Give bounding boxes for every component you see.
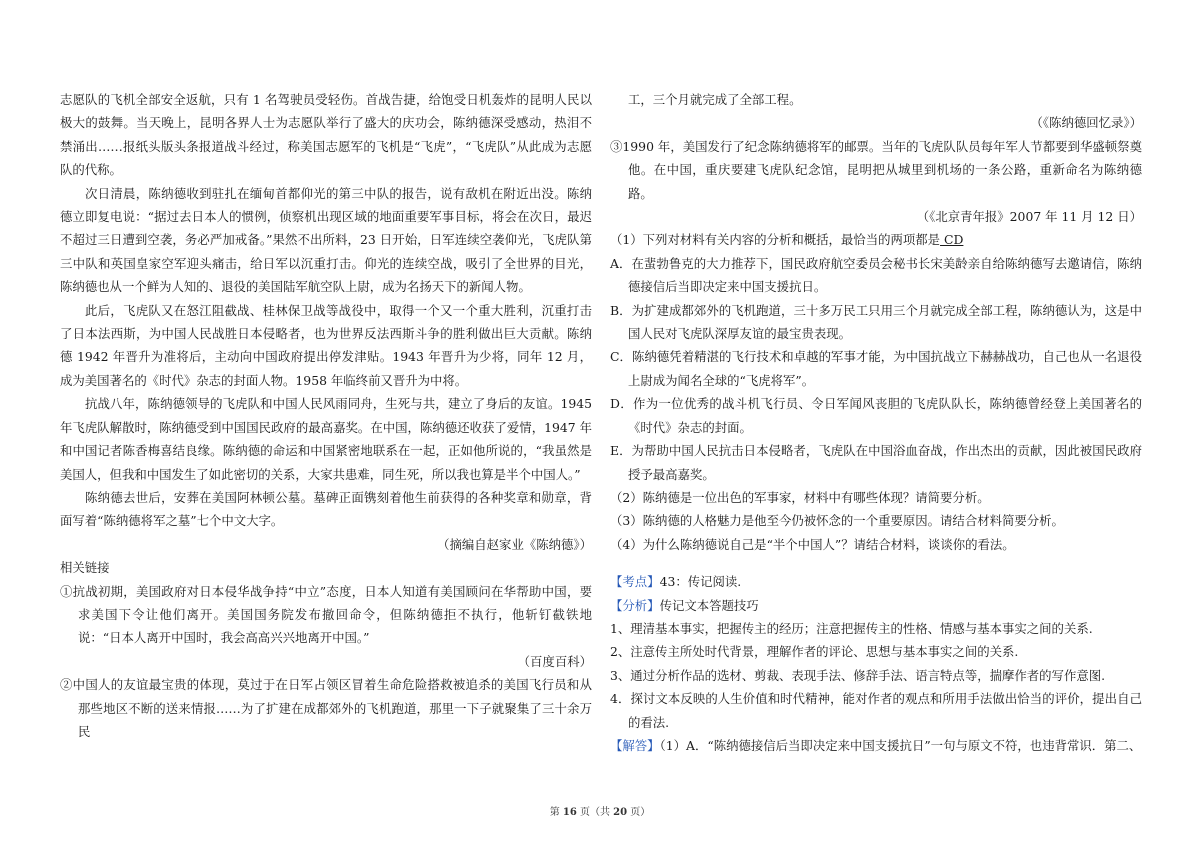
kaodian-text: 43：传记阅读. — [659, 574, 742, 590]
kaodian-tag: 【考点】 — [610, 574, 660, 590]
fenxi-tag: 【分析】 — [610, 597, 660, 613]
spacer — [610, 556, 1142, 570]
question-1-stem: （1）下列对材料有关内容的分析和概括，最恰当的两项都是 — [610, 232, 941, 248]
related-link-1: ①抗战初期，美国政府对日本侵华战争持“中立”态度，日本人知道有美国顾问在华帮助中国，要求美国下令让他们离开。美国国务院发布撤回命令，但陈纳德拒不执行，他斩钉截铁地说：“日本人离开中国时，我会高高兴兴地离开中国。” — [60, 583, 592, 646]
related-link-2: ②中国人的友谊最宝贵的体现，莫过于在日军占领区冒着生命危险搭救被追杀的美国飞行员和从那些地区不断的送来情报……为了扩建在成都郊外的飞机跑道，那里一下子就聚集了三十余万民 — [60, 677, 592, 739]
tip-1: 1、理清基本事实，把握传主的经历；注意把握传主的性格、情感与基本事实之间的关系. — [610, 620, 1093, 636]
question-4: （4）为什么陈纳德说自己是“半个中国人”？请结合材料，谈谈你的看法。 — [610, 536, 1015, 552]
jieda-tag: 【解答】 — [610, 737, 660, 753]
source-citation: （《北京青年报》2007 年 11 月 12 日） — [916, 209, 1142, 225]
option-b: B．为扩建成都郊外的飞机跑道，三十多万民工只用三个月就完成全部工程，陈纳德认为，这是中国人民对飞虎队深厚友谊的最宝贵表现。 — [610, 302, 1142, 342]
right-column — [610, 88, 1142, 757]
option-e: E．为帮助中国人民抗击日本侵略者，飞虎队在中国浴血奋战，作出杰出的贡献，因此被国民政府授予最高嘉奖。 — [610, 443, 1142, 482]
related-link-3: ③1990 年，美国发行了纪念陈纳德将军的邮票。当年的飞虎队队员每年军人节都要到华盛顿祭奠他。在中国，重庆要建飞虎队纪念馆，昆明把从城里到机场的一条公路，重新命名为陈纳德路。 — [610, 138, 1142, 201]
total-pages: 20 — [613, 807, 628, 818]
source-citation: （《陈纳德回忆录》） — [1030, 115, 1142, 131]
option-c: C．陈纳德凭着精湛的飞行技术和卓越的军事才能，为中国抗战立下赫赫战功，自己也从一名退役上尉成为闻名全球的“飞虎将军”。 — [610, 349, 1142, 388]
option-a: A．在蜚勃鲁克的大力推荐下，国民政府航空委员会秘书长宋美龄亲自给陈纳德写去邀请信，陈纳德接信后当即决定来中国支援抗日。 — [610, 255, 1142, 295]
fenxi-line — [610, 594, 1142, 617]
source-citation: （百度百科） — [517, 653, 592, 669]
paragraph: 此后，飞虎队又在怒江阻截战、桂林保卫战等战役中，取得一个又一个重大胜利，沉重打击了日本法西斯，为中国人民战胜日本侵略者，也为世界反法西斯斗争的胜利做出巨大贡献。陈纳德 1942 年晋升为准将后，主动向中国政府提出停发津贴。1943 年晋升为少将，同年 12 月，成为美国著名的《时代》杂志的封面人物。1958 年临终前又晋升为中将。 — [60, 302, 592, 388]
source-citation: （摘编自赵家业《陈纳德》） — [437, 536, 592, 552]
tip-2: 2、注意传主所处时代背景，理解作者的评论、思想与基本事实之间的关系. — [610, 644, 1019, 660]
footer-suffix: 页） — [627, 807, 651, 818]
tip-4: 4．探讨文本反映的人生价值和时代精神，能对作者的观点和所用手法做出恰当的评价，提出自己的看法. — [610, 691, 1142, 730]
footer-prefix: 第 — [549, 807, 563, 818]
paragraph: 次日清晨，陈纳德收到驻扎在缅甸首都仰光的第三中队的报告，说有敌机在附近出没。陈纳德立即复电说：“据过去日本人的惯例，侦察机出现区域的地面重要军事目标，将会在次日，最迟不超过三日遭到空袭，务必严加戒备。”果然不出所料，23 日开始，日军连续空袭仰光，飞虎队第三中队和英国皇家空军迎头痛击，给日军以沉重打击。仰光的连续空战，吸引了全世界的目光，陈纳德也从一个鲜为人知的、退役的美国陆军航空队上尉，成为名扬天下的新闻人物。 — [60, 185, 592, 295]
fenxi-text: 传记文本答题技巧 — [659, 597, 759, 613]
related-links-heading: 相关链接 — [60, 560, 110, 576]
related-link-2-continued: 工，三个月就完成了全部工程。 — [628, 92, 802, 107]
question-1-answer: CD — [940, 232, 964, 248]
page-number: 16 — [562, 807, 577, 818]
question-1 — [610, 228, 1142, 251]
question-3: （3）陈纳德的人格魅力是他至今仍被怀念的一个重要原因。请结合材料简要分析。 — [610, 513, 1064, 529]
left-column — [60, 88, 592, 743]
paragraph: 陈纳德去世后，安葬在美国阿林顿公墓。墓碑正面镌刻着他生前获得的各种奖章和勋章，背面写着“陈纳德将军之墓”七个中文大字。 — [60, 489, 592, 529]
kaodian-line — [610, 570, 1142, 593]
tip-3: 3、通过分析作品的选材、剪裁、表现手法、修辞手法、语言特点等，揣摩作者的写作意图. — [610, 667, 1106, 683]
paragraph: 志愿队的飞机全部安全返航，只有 1 名驾驶员受轻伤。首战告捷，给饱受日机轰炸的昆明人民以极大的鼓舞。当天晚上，昆明各界人士为志愿队举行了盛大的庆功会，陈纳德深受感动，热泪不禁涌出……报纸头版头条报道战斗经过，称美国志愿军的飞机是“飞虎”，“飞虎队”从此成为志愿队的代称。 — [60, 92, 592, 178]
question-2: （2）陈纳德是一位出色的军事家，材料中有哪些体现？请简要分析。 — [610, 489, 990, 505]
option-d: D．作为一位优秀的战斗机飞行员、令日军闻风丧胆的飞虎队队长，陈纳德曾经登上美国著名的《时代》杂志的封面。 — [610, 396, 1142, 435]
jieda-line — [610, 734, 1142, 757]
footer-middle: 页（共 — [576, 807, 614, 818]
jieda-text: （1）A．“陈纳德接信后当即决定来中国支援抗日”一句与原文不符，也违背常识．第二、 — [659, 737, 1142, 753]
paragraph: 抗战八年，陈纳德领导的飞虎队和中国人民风雨同舟，生死与共，建立了身后的友谊。1945 年飞虎队解散时，陈纳德受到中国国民政府的最高嘉奖。在中国，陈纳德还收获了爱情，1947 年和中国记者陈香梅喜结良缘。陈纳德的命运和中国紧密地联系在一起，正如他所说的，“我虽然是美国人，但我和中国发生了如此密切的关系，大家共患难，同生死，所以我也算是半个中国人。” — [60, 396, 592, 482]
page-footer — [0, 803, 1200, 818]
